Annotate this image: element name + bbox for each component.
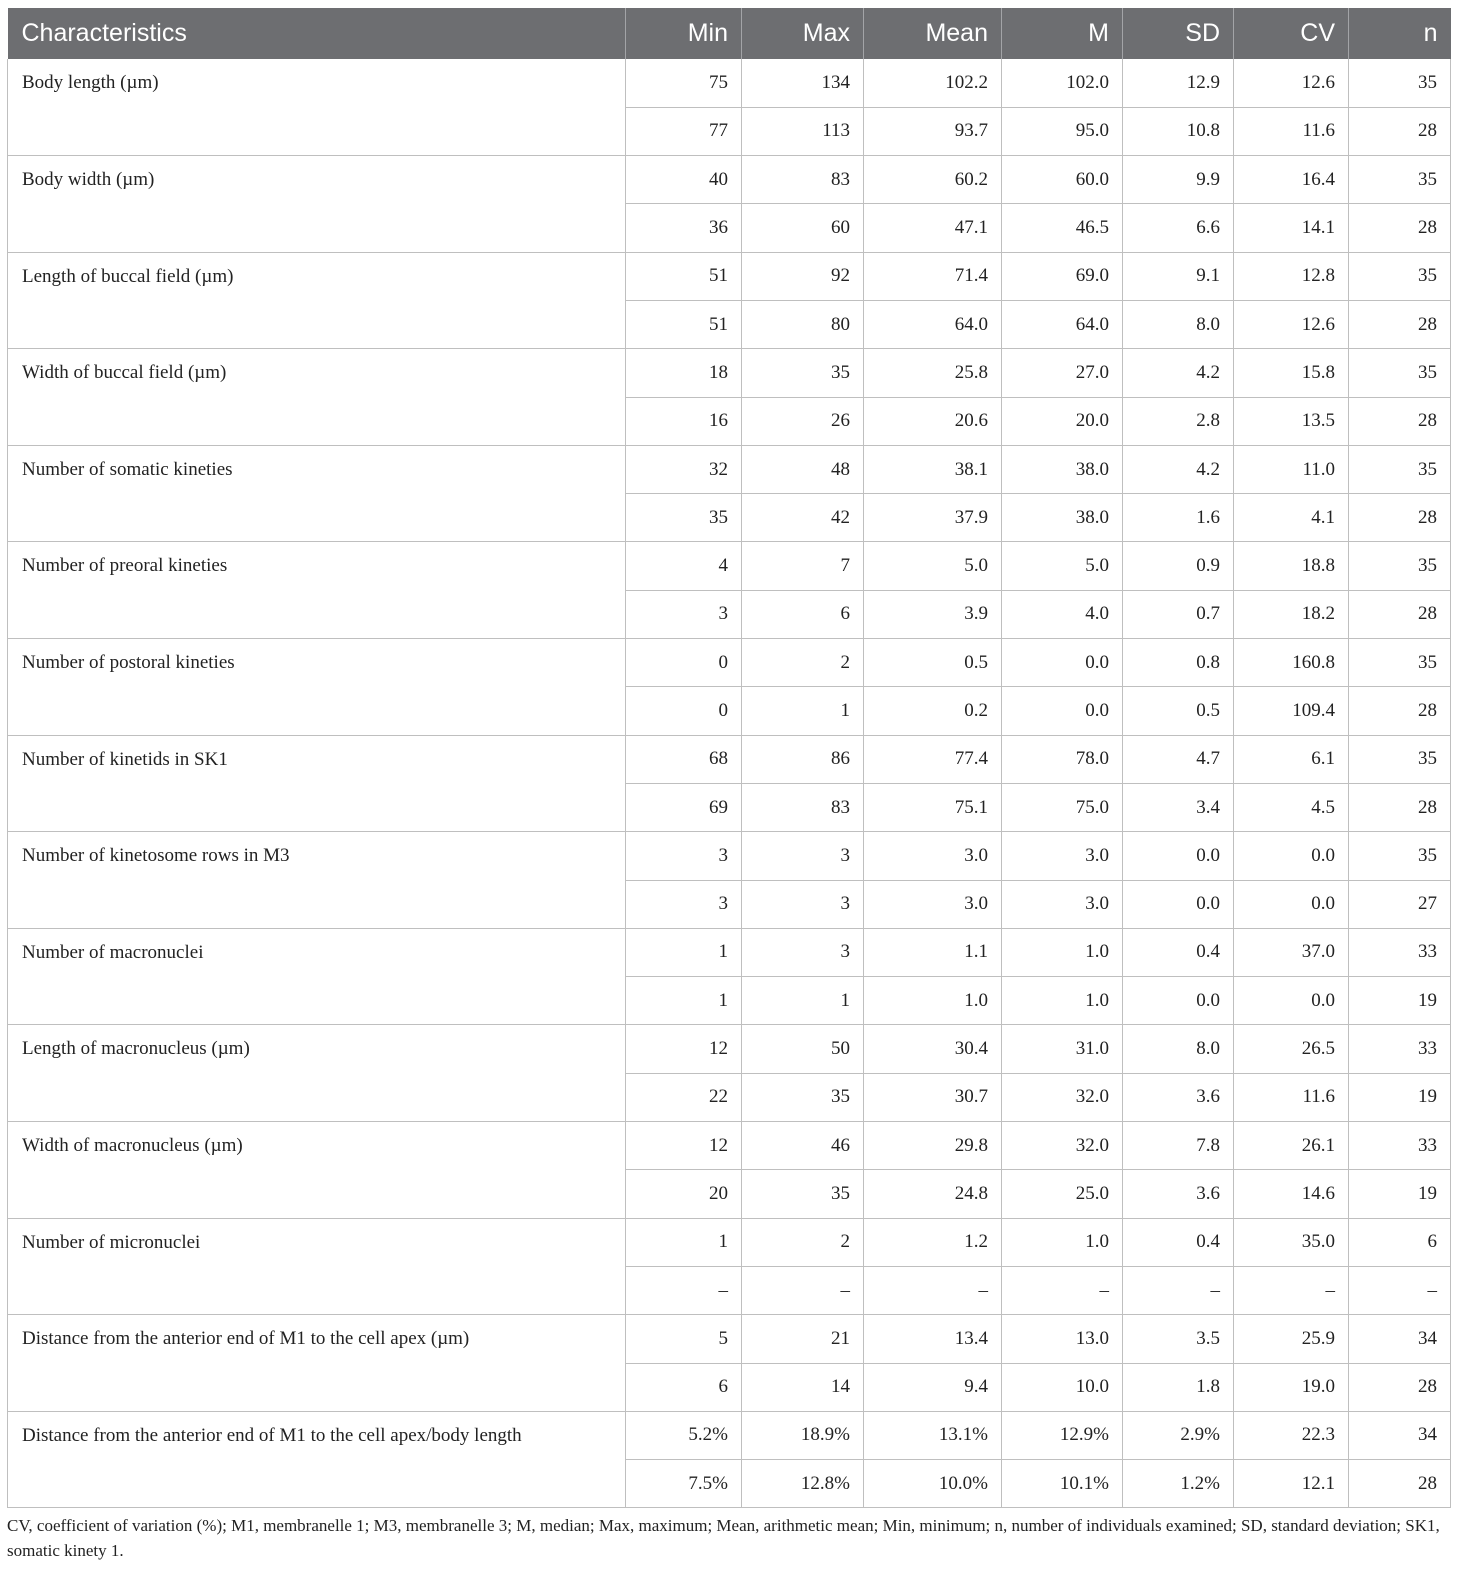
cell-median: 27.0 — [1002, 349, 1123, 397]
cell-min: 3 — [626, 880, 742, 928]
cell-min: 32 — [626, 445, 742, 493]
cell-min: 5.2% — [626, 1411, 742, 1459]
cell-sd: – — [1123, 1266, 1234, 1314]
cell-cv: 160.8 — [1234, 639, 1349, 687]
cell-median: 46.5 — [1002, 204, 1123, 252]
table-row — [8, 1218, 1451, 1266]
table-row — [8, 156, 1451, 204]
cell-mean: 71.4 — [864, 252, 1002, 300]
cell-cv: 16.4 — [1234, 156, 1349, 204]
cell-min: 3 — [626, 832, 742, 880]
table-row — [8, 639, 1451, 687]
cell-n: 33 — [1349, 1025, 1451, 1073]
cell-n: 35 — [1349, 252, 1451, 300]
cell-mean: 9.4 — [864, 1363, 1002, 1411]
cell-n: 28 — [1349, 783, 1451, 831]
cell-n: 28 — [1349, 300, 1451, 348]
cell-median: 13.0 — [1002, 1315, 1123, 1363]
cell-min: 1 — [626, 977, 742, 1025]
table-row — [8, 735, 1451, 783]
row-label: Number of macronuclei — [8, 928, 626, 1025]
cell-median: 10.1% — [1002, 1460, 1123, 1508]
cell-mean: 0.5 — [864, 639, 1002, 687]
cell-mean: 3.0 — [864, 832, 1002, 880]
cell-mean: 30.4 — [864, 1025, 1002, 1073]
cell-sd: 10.8 — [1123, 107, 1234, 155]
row-label: Length of buccal field (µm) — [8, 252, 626, 349]
cell-mean: 3.0 — [864, 880, 1002, 928]
cell-median: 95.0 — [1002, 107, 1123, 155]
cell-n: 28 — [1349, 1460, 1451, 1508]
cell-median: 12.9% — [1002, 1411, 1123, 1459]
row-label: Body width (µm) — [8, 156, 626, 253]
cell-mean: 25.8 — [864, 349, 1002, 397]
cell-cv: 0.0 — [1234, 880, 1349, 928]
cell-median: 75.0 — [1002, 783, 1123, 831]
cell-min: 36 — [626, 204, 742, 252]
cell-sd: 8.0 — [1123, 300, 1234, 348]
cell-max: 3 — [742, 928, 864, 976]
cell-median: 25.0 — [1002, 1170, 1123, 1218]
cell-max: 83 — [742, 156, 864, 204]
cell-median: 69.0 — [1002, 252, 1123, 300]
cell-n: 35 — [1349, 735, 1451, 783]
cell-sd: 1.6 — [1123, 494, 1234, 542]
cell-cv: 14.1 — [1234, 204, 1349, 252]
table-row — [8, 1315, 1451, 1363]
cell-min: 0 — [626, 639, 742, 687]
header-mean: Mean — [864, 8, 1002, 59]
cell-n: 28 — [1349, 107, 1451, 155]
cell-median: 0.0 — [1002, 687, 1123, 735]
table-row — [8, 1025, 1451, 1073]
cell-max: 134 — [742, 59, 864, 107]
row-label: Body length (µm) — [8, 59, 626, 156]
cell-n: 28 — [1349, 590, 1451, 638]
cell-max: 7 — [742, 542, 864, 590]
cell-mean: 38.1 — [864, 445, 1002, 493]
table-header — [8, 8, 1451, 59]
cell-cv: – — [1234, 1266, 1349, 1314]
header-characteristics: Characteristics — [8, 8, 626, 59]
cell-min: 18 — [626, 349, 742, 397]
cell-mean: 102.2 — [864, 59, 1002, 107]
cell-min: 75 — [626, 59, 742, 107]
header-cv: CV — [1234, 8, 1349, 59]
cell-cv: 35.0 — [1234, 1218, 1349, 1266]
row-label: Number of preoral kineties — [8, 542, 626, 639]
cell-max: – — [742, 1266, 864, 1314]
table-row — [8, 928, 1451, 976]
cell-cv: 26.1 — [1234, 1122, 1349, 1170]
cell-min: 6 — [626, 1363, 742, 1411]
row-label: Number of micronuclei — [8, 1218, 626, 1315]
cell-median: 5.0 — [1002, 542, 1123, 590]
cell-min: 51 — [626, 252, 742, 300]
cell-max: 35 — [742, 1170, 864, 1218]
cell-min: 1 — [626, 1218, 742, 1266]
cell-mean: 10.0% — [864, 1460, 1002, 1508]
cell-sd: 0.8 — [1123, 639, 1234, 687]
table-row — [8, 832, 1451, 880]
cell-median: 38.0 — [1002, 445, 1123, 493]
cell-cv: 18.8 — [1234, 542, 1349, 590]
cell-n: 35 — [1349, 639, 1451, 687]
cell-min: 5 — [626, 1315, 742, 1363]
cell-n: 35 — [1349, 59, 1451, 107]
cell-max: 2 — [742, 639, 864, 687]
row-label: Distance from the anterior end of M1 to the cell apex (µm) — [8, 1315, 626, 1412]
cell-mean: 13.1% — [864, 1411, 1002, 1459]
cell-mean: 1.0 — [864, 977, 1002, 1025]
cell-median: 10.0 — [1002, 1363, 1123, 1411]
cell-sd: 0.0 — [1123, 977, 1234, 1025]
cell-cv: 4.5 — [1234, 783, 1349, 831]
cell-mean: 64.0 — [864, 300, 1002, 348]
cell-max: 35 — [742, 349, 864, 397]
cell-n: – — [1349, 1266, 1451, 1314]
row-label: Distance from the anterior end of M1 to the cell apex/body length — [8, 1411, 626, 1508]
header-min: Min — [626, 8, 742, 59]
cell-sd: 3.6 — [1123, 1073, 1234, 1121]
cell-max: 26 — [742, 397, 864, 445]
cell-max: 21 — [742, 1315, 864, 1363]
cell-min: – — [626, 1266, 742, 1314]
row-label: Number of postoral kineties — [8, 639, 626, 736]
cell-min: 7.5% — [626, 1460, 742, 1508]
cell-max: 3 — [742, 832, 864, 880]
cell-n: 28 — [1349, 204, 1451, 252]
cell-sd: 4.2 — [1123, 349, 1234, 397]
row-label: Number of somatic kineties — [8, 445, 626, 542]
table-row — [8, 59, 1451, 107]
cell-max: 46 — [742, 1122, 864, 1170]
cell-min: 16 — [626, 397, 742, 445]
cell-median: 3.0 — [1002, 832, 1123, 880]
table-row — [8, 252, 1451, 300]
table-row — [8, 1411, 1451, 1459]
cell-cv: 11.6 — [1234, 107, 1349, 155]
cell-sd: 7.8 — [1123, 1122, 1234, 1170]
cell-max: 1 — [742, 977, 864, 1025]
cell-cv: 12.1 — [1234, 1460, 1349, 1508]
cell-median: 60.0 — [1002, 156, 1123, 204]
cell-n: 35 — [1349, 349, 1451, 397]
cell-n: 35 — [1349, 832, 1451, 880]
cell-median: 32.0 — [1002, 1122, 1123, 1170]
cell-min: 51 — [626, 300, 742, 348]
cell-max: 6 — [742, 590, 864, 638]
cell-n: 28 — [1349, 494, 1451, 542]
cell-n: 6 — [1349, 1218, 1451, 1266]
cell-mean: 1.1 — [864, 928, 1002, 976]
cell-n: 28 — [1349, 687, 1451, 735]
cell-sd: 1.2% — [1123, 1460, 1234, 1508]
cell-cv: 37.0 — [1234, 928, 1349, 976]
cell-cv: 0.0 — [1234, 977, 1349, 1025]
cell-median: 1.0 — [1002, 928, 1123, 976]
cell-sd: 9.1 — [1123, 252, 1234, 300]
row-label: Number of kinetids in SK1 — [8, 735, 626, 832]
cell-cv: 26.5 — [1234, 1025, 1349, 1073]
cell-min: 22 — [626, 1073, 742, 1121]
cell-min: 40 — [626, 156, 742, 204]
cell-sd: 6.6 — [1123, 204, 1234, 252]
cell-mean: 30.7 — [864, 1073, 1002, 1121]
header-sd: SD — [1123, 8, 1234, 59]
cell-mean: 24.8 — [864, 1170, 1002, 1218]
cell-cv: 12.8 — [1234, 252, 1349, 300]
cell-cv: 109.4 — [1234, 687, 1349, 735]
cell-min: 35 — [626, 494, 742, 542]
cell-median: 78.0 — [1002, 735, 1123, 783]
cell-min: 68 — [626, 735, 742, 783]
cell-sd: 4.2 — [1123, 445, 1234, 493]
cell-cv: 0.0 — [1234, 832, 1349, 880]
cell-max: 50 — [742, 1025, 864, 1073]
cell-sd: 0.0 — [1123, 832, 1234, 880]
cell-max: 83 — [742, 783, 864, 831]
cell-cv: 11.6 — [1234, 1073, 1349, 1121]
header-row — [8, 8, 1451, 59]
cell-min: 12 — [626, 1025, 742, 1073]
cell-sd: 3.4 — [1123, 783, 1234, 831]
cell-sd: 12.9 — [1123, 59, 1234, 107]
header-median: M — [1002, 8, 1123, 59]
cell-cv: 15.8 — [1234, 349, 1349, 397]
cell-median: 1.0 — [1002, 1218, 1123, 1266]
header-max: Max — [742, 8, 864, 59]
row-label: Width of buccal field (µm) — [8, 349, 626, 446]
table-body — [8, 59, 1451, 1508]
cell-median: 20.0 — [1002, 397, 1123, 445]
cell-n: 34 — [1349, 1411, 1451, 1459]
cell-n: 34 — [1349, 1315, 1451, 1363]
cell-mean: 77.4 — [864, 735, 1002, 783]
cell-n: 33 — [1349, 1122, 1451, 1170]
cell-max: 35 — [742, 1073, 864, 1121]
cell-sd: 2.9% — [1123, 1411, 1234, 1459]
cell-sd: 3.6 — [1123, 1170, 1234, 1218]
cell-mean: – — [864, 1266, 1002, 1314]
cell-n: 27 — [1349, 880, 1451, 928]
cell-mean: 3.9 — [864, 590, 1002, 638]
table-row — [8, 445, 1451, 493]
cell-cv: 22.3 — [1234, 1411, 1349, 1459]
cell-median: 32.0 — [1002, 1073, 1123, 1121]
cell-median: 0.0 — [1002, 639, 1123, 687]
cell-max: 42 — [742, 494, 864, 542]
row-label: Length of macronucleus (µm) — [8, 1025, 626, 1122]
cell-max: 92 — [742, 252, 864, 300]
cell-mean: 0.2 — [864, 687, 1002, 735]
cell-cv: 12.6 — [1234, 59, 1349, 107]
cell-mean: 29.8 — [864, 1122, 1002, 1170]
cell-n: 35 — [1349, 445, 1451, 493]
cell-cv: 19.0 — [1234, 1363, 1349, 1411]
row-label: Number of kinetosome rows in M3 — [8, 832, 626, 929]
cell-cv: 6.1 — [1234, 735, 1349, 783]
cell-n: 28 — [1349, 397, 1451, 445]
cell-min: 12 — [626, 1122, 742, 1170]
cell-median: 4.0 — [1002, 590, 1123, 638]
cell-max: 86 — [742, 735, 864, 783]
row-label: Width of macronucleus (µm) — [8, 1122, 626, 1219]
cell-mean: 5.0 — [864, 542, 1002, 590]
cell-sd: 0.9 — [1123, 542, 1234, 590]
morphometric-table-container — [7, 8, 1450, 1508]
table-row — [8, 1122, 1451, 1170]
cell-median: 31.0 — [1002, 1025, 1123, 1073]
table-row — [8, 349, 1451, 397]
cell-median: 3.0 — [1002, 880, 1123, 928]
cell-cv: 14.6 — [1234, 1170, 1349, 1218]
cell-max: 60 — [742, 204, 864, 252]
cell-sd: 0.4 — [1123, 928, 1234, 976]
cell-min: 1 — [626, 928, 742, 976]
cell-mean: 13.4 — [864, 1315, 1002, 1363]
cell-sd: 0.5 — [1123, 687, 1234, 735]
cell-sd: 3.5 — [1123, 1315, 1234, 1363]
cell-max: 14 — [742, 1363, 864, 1411]
cell-sd: 0.0 — [1123, 880, 1234, 928]
cell-sd: 2.8 — [1123, 397, 1234, 445]
cell-cv: 13.5 — [1234, 397, 1349, 445]
cell-sd: 0.7 — [1123, 590, 1234, 638]
cell-mean: 93.7 — [864, 107, 1002, 155]
cell-cv: 11.0 — [1234, 445, 1349, 493]
cell-sd: 0.4 — [1123, 1218, 1234, 1266]
cell-n: 35 — [1349, 156, 1451, 204]
cell-n: 19 — [1349, 1170, 1451, 1218]
cell-n: 19 — [1349, 1073, 1451, 1121]
cell-median: 64.0 — [1002, 300, 1123, 348]
cell-cv: 12.6 — [1234, 300, 1349, 348]
cell-mean: 1.2 — [864, 1218, 1002, 1266]
cell-min: 20 — [626, 1170, 742, 1218]
cell-max: 12.8% — [742, 1460, 864, 1508]
cell-min: 77 — [626, 107, 742, 155]
cell-mean: 75.1 — [864, 783, 1002, 831]
cell-max: 2 — [742, 1218, 864, 1266]
cell-min: 3 — [626, 590, 742, 638]
cell-cv: 18.2 — [1234, 590, 1349, 638]
cell-max: 18.9% — [742, 1411, 864, 1459]
table-row — [8, 542, 1451, 590]
cell-n: 33 — [1349, 928, 1451, 976]
cell-sd: 9.9 — [1123, 156, 1234, 204]
cell-median: – — [1002, 1266, 1123, 1314]
cell-median: 38.0 — [1002, 494, 1123, 542]
cell-max: 1 — [742, 687, 864, 735]
header-n: n — [1349, 8, 1451, 59]
cell-sd: 1.8 — [1123, 1363, 1234, 1411]
cell-n: 19 — [1349, 977, 1451, 1025]
cell-cv: 4.1 — [1234, 494, 1349, 542]
cell-sd: 8.0 — [1123, 1025, 1234, 1073]
cell-max: 3 — [742, 880, 864, 928]
cell-mean: 20.6 — [864, 397, 1002, 445]
cell-max: 48 — [742, 445, 864, 493]
cell-n: 28 — [1349, 1363, 1451, 1411]
cell-min: 0 — [626, 687, 742, 735]
cell-mean: 47.1 — [864, 204, 1002, 252]
cell-cv: 25.9 — [1234, 1315, 1349, 1363]
cell-n: 35 — [1349, 542, 1451, 590]
morphometric-table — [7, 8, 1451, 1508]
cell-sd: 4.7 — [1123, 735, 1234, 783]
cell-min: 69 — [626, 783, 742, 831]
table-footnote: CV, coefficient of variation (%); M1, membranelle 1; M3, membranelle 3; M, median; Max, maximum; Mean, arithmetic mean; Min, minimum; n, number of individuals examined; SD, standard deviation; SK1, somatic kinety 1. — [7, 1516, 1440, 1560]
cell-max: 113 — [742, 107, 864, 155]
cell-min: 4 — [626, 542, 742, 590]
cell-median: 102.0 — [1002, 59, 1123, 107]
cell-max: 80 — [742, 300, 864, 348]
cell-mean: 37.9 — [864, 494, 1002, 542]
cell-mean: 60.2 — [864, 156, 1002, 204]
cell-median: 1.0 — [1002, 977, 1123, 1025]
